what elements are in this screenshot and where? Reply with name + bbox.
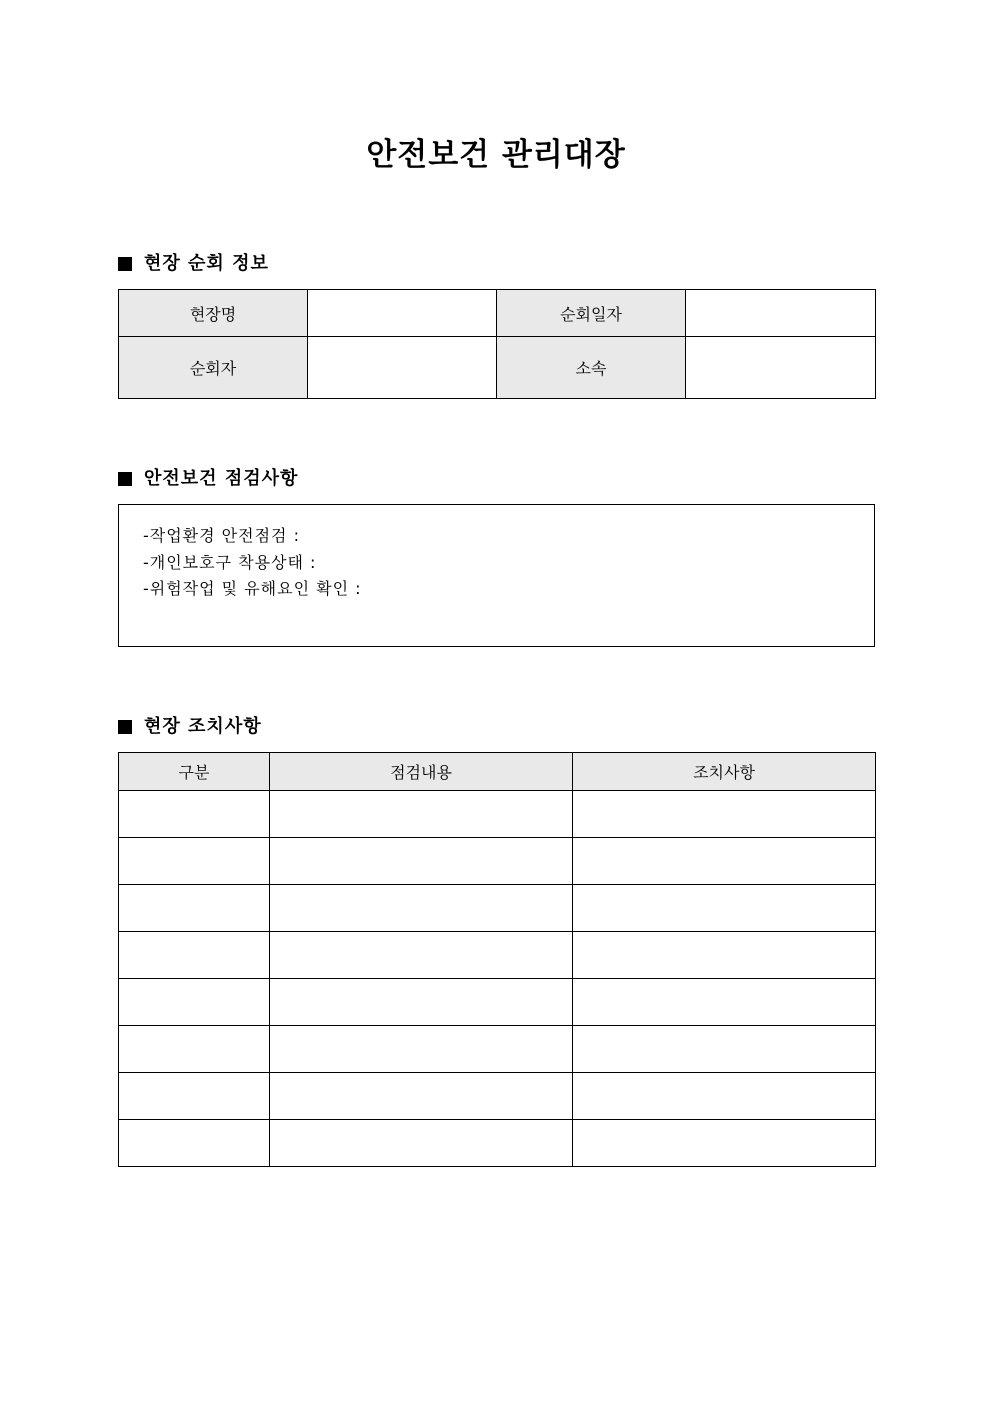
inspection-content-cell[interactable] (270, 838, 573, 885)
inspection-content-cell[interactable] (270, 1120, 573, 1167)
category-cell[interactable] (119, 979, 270, 1026)
section-heading-site-info (118, 251, 269, 277)
square-bullet-icon (118, 257, 132, 271)
action-taken-cell[interactable] (573, 979, 876, 1026)
table-row (119, 932, 876, 979)
square-bullet-icon (118, 720, 132, 734)
inspection-item-hazard: -위험작업 및 유해요인 확인 : (143, 579, 362, 598)
category-cell[interactable] (119, 932, 270, 979)
document-title: 안전보건 관리대장 (366, 137, 626, 173)
section-heading-actions (118, 714, 262, 740)
inspection-box[interactable] (118, 504, 875, 647)
inspection-content-cell[interactable] (270, 979, 573, 1026)
patrol-date-field[interactable] (686, 290, 876, 337)
action-taken-cell[interactable] (573, 791, 876, 838)
affiliation-field[interactable] (686, 337, 876, 399)
inspection-item-ppe: -개인보호구 착용상태 : (143, 552, 317, 572)
action-taken-cell[interactable] (573, 838, 876, 885)
patroller-field[interactable] (308, 337, 497, 399)
actions-table (118, 752, 876, 1167)
affiliation-label: 소속 (497, 337, 686, 399)
square-bullet-icon (118, 472, 132, 486)
section-heading-text: 현장 순회 정보 (144, 253, 269, 274)
table-row (119, 1120, 876, 1167)
category-cell[interactable] (119, 791, 270, 838)
table-row (119, 337, 876, 399)
inspection-content-cell[interactable] (270, 1026, 573, 1073)
section-heading-text: 현장 조치사항 (144, 716, 262, 737)
table-row (119, 290, 876, 337)
column-header-inspection-content: 점검내용 (270, 753, 573, 791)
inspection-content-cell[interactable] (270, 791, 573, 838)
action-taken-cell[interactable] (573, 932, 876, 979)
column-header-category: 구분 (119, 753, 270, 791)
table-row (119, 1026, 876, 1073)
action-taken-cell[interactable] (573, 1073, 876, 1120)
section-heading-inspection (118, 466, 298, 492)
table-row (119, 838, 876, 885)
section-heading-text: 안전보건 점검사항 (144, 468, 299, 489)
site-info-table (118, 289, 876, 399)
category-cell[interactable] (119, 885, 270, 932)
site-name-field[interactable] (308, 290, 497, 337)
category-cell[interactable] (119, 1073, 270, 1120)
inspection-content-cell[interactable] (270, 885, 573, 932)
category-cell[interactable] (119, 838, 270, 885)
site-name-label: 현장명 (119, 290, 308, 337)
action-taken-cell[interactable] (573, 885, 876, 932)
table-header-row (119, 753, 876, 791)
category-cell[interactable] (119, 1120, 270, 1167)
table-row (119, 885, 876, 932)
patrol-date-label: 순회일자 (497, 290, 686, 337)
table-row (119, 979, 876, 1026)
inspection-list (143, 523, 362, 603)
column-header-action-taken: 조치사항 (573, 753, 876, 791)
table-row (119, 1073, 876, 1120)
table-row (119, 791, 876, 838)
inspection-item-environment: -작업환경 안전점검 : (143, 526, 300, 545)
inspection-content-cell[interactable] (270, 1073, 573, 1120)
inspection-content-cell[interactable] (270, 932, 573, 979)
action-taken-cell[interactable] (573, 1120, 876, 1167)
category-cell[interactable] (119, 1026, 270, 1073)
patroller-label: 순회자 (119, 337, 308, 399)
action-taken-cell[interactable] (573, 1026, 876, 1073)
